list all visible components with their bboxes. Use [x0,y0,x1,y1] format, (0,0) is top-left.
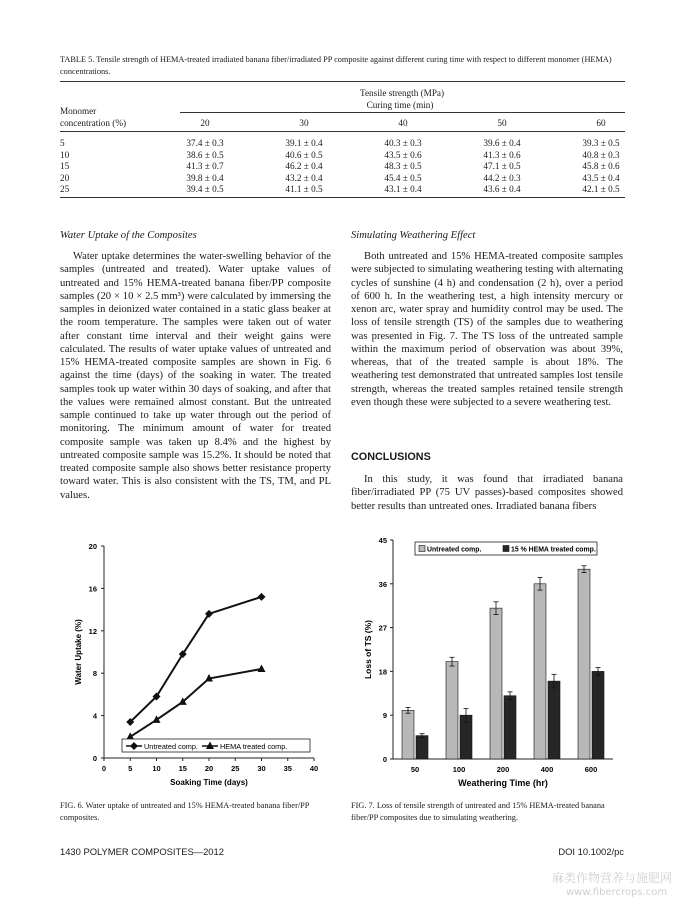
fig6-x-tick-label: 30 [257,764,266,773]
fig6-series-triangle-point [258,664,266,672]
fig7-y-axis-label: Loss of TS (%) [363,619,373,680]
fig6-x-tick-label: 25 [231,764,240,773]
fig6-y-tick-label: 0 [92,754,97,763]
fig7-bar-untreated [578,569,590,759]
table-cell: 39.1 ± 0.4 [285,138,323,148]
fig7-bar-untreated [446,662,458,759]
fig7-bar-treated [416,736,428,759]
table-cell: 46.2 ± 0.4 [285,161,323,172]
table-cell: 40.6 ± 0.5 [285,149,323,160]
footer-left: 1430 POLYMER COMPOSITES—2012 [60,846,224,857]
fig6-y-tick-label: 8 [92,669,97,679]
table-rule-bottom [60,197,625,198]
table-cell: 37.4 ± 0.3 [186,138,224,148]
fig7-bar-untreated [402,710,414,759]
table-col-header: 30 [299,118,309,128]
fig7-bar-untreated [534,584,546,759]
table-header-sub: Curing time (min) [366,100,434,110]
table-cell: 41.1 ± 0.5 [285,184,323,195]
fig6-x-axis-label: Soaking Time (days) [170,778,248,787]
table-row-label: 15 [60,161,70,172]
fig7-bar-chart [351,532,624,794]
fig6-series-diamond-line [130,597,261,722]
section-heading-water-uptake: Water Uptake of the Composites [60,230,197,241]
table-col-header: 60 [596,118,606,128]
table-cell: 43.1 ± 0.4 [384,184,422,195]
water-uptake-paragraph: Water uptake determines the water-swelling behavior of the samples (untreated and treated). Water uptake values of untreated and 15% HEMA-treated banana fiber/PP composite samples (20 × 10 × 2.5 mm³) were calculated by immersing the samples in deionized water contained in a static glass beaker at the room temperature. The samples were taken out of water after constant time interval and their weight gains were calculated. The results of water uptake values of untreated and 15% HEMA-treated composite samples are shown in Fig. 6 against the time (days) of the soaking in water. The treated samples took up water within 30 days of soaking, and after that the values were remained almost constant. But the untreated sample continued to take up water through out the period of monitoring. The minimum amount of water for treated composite sample was taken up 8.4% and the highest by untreated composite sample was 15.2%. It should be noted that treated composite sample also shows better resistance property toward water. This is also consistent with the TS, TM, and PL values. [60,251,331,501]
fig6-x-tick-label: 35 [283,764,292,773]
fig7-y-tick-label: 45 [378,536,387,545]
fig7-y-tick-label: 0 [382,755,387,764]
table-cell: 41.3 ± 0.7 [186,161,224,172]
fig6-x-tick-label: 40 [309,764,319,773]
table-cell: 43.5 ± 0.6 [384,149,422,160]
fig7-y-tick-label: 36 [378,579,387,589]
footer-right: DOI 10.1002/pc [558,846,624,857]
fig6-x-tick-label: 10 [152,764,161,773]
table-row-label: 20 [60,172,70,183]
fig7-y-tick-label: 27 [378,623,387,633]
watermark-title: 麻类作物营养与施肥网 [552,871,673,885]
watermark-url: www.fibercrops.com [566,887,668,898]
table-row-label: 5 [60,138,65,148]
fig6-legend-label: HEMA treated comp. [220,742,288,751]
fig7-bar-treated [592,671,604,759]
fig6-x-tick-label: 20 [204,764,214,773]
table-cell: 45.4 ± 0.5 [384,172,422,183]
fig6-legend-label: Untreated comp. [144,742,198,751]
section-heading-weathering: Simulating Weathering Effect [351,230,476,241]
table-row-header-2: concentration (%) [60,118,127,128]
fig6-y-tick-label: 16 [88,584,97,594]
table-cell: 47.1 ± 0.5 [483,161,521,172]
table-cell: 39.4 ± 0.5 [186,184,224,195]
fig6-x-tick-label: 0 [101,764,107,773]
table-cell: 41.3 ± 0.6 [483,149,521,160]
table-cell: 43.2 ± 0.4 [285,172,323,183]
fig6-y-tick-label: 20 [88,542,97,551]
table-cell: 39.8 ± 0.4 [186,172,224,183]
table-cell: 43.6 ± 0.4 [483,184,521,195]
table-cell: 45.8 ± 0.6 [582,161,620,172]
conclusions-paragraph: In this study, it was found that irradiated banana fiber/irradiated PP (75 UV passes)-based composites showed better results than untreated ones. Irradiated banana fibers [351,474,623,512]
fig7-y-tick-label: 18 [378,667,387,677]
fig7-x-axis-label: Weathering Time (hr) [458,778,548,788]
fig7-y-tick-label: 9 [382,711,387,721]
fig7-legend-label: Untreated comp. [427,546,482,554]
table-cell: 40.8 ± 0.3 [582,149,620,160]
table-col-header: 40 [398,118,408,128]
fig7-legend-swatch [419,546,425,552]
table-row-header-1: Monomer [60,106,97,116]
fig7-x-tick-label: 400 [540,765,554,774]
fig6-series-diamond-point [258,593,266,601]
table-cell: 39.3 ± 0.5 [582,138,620,148]
table-col-header: 20 [200,118,210,128]
fig7-legend-swatch [503,546,509,552]
fig7-x-tick-label: 100 [452,765,466,774]
table-row-label: 25 [60,184,70,195]
fig6-x-tick-label: 5 [128,764,133,773]
fig7-x-tick-label: 200 [496,765,510,774]
table-rule-header [60,131,625,132]
fig7-bar-untreated [490,608,502,759]
table-cell: 40.3 ± 0.3 [384,138,422,148]
table-header-top: Tensile strength (MPa) [360,88,445,98]
fig6-caption: FIG. 6. Water uptake of untreated and 15% HEMA-treated banana fiber/PP composites. [60,801,310,822]
table-cell: 39.6 ± 0.4 [483,138,521,148]
table-rule-top [60,81,625,82]
table-cell: 43.5 ± 0.4 [582,172,620,183]
fig7-caption: FIG. 7. Loss of tensile strength of untreated and 15% HEMA-treated banana fiber/PP composites due to simulating weathering. [351,801,605,822]
table-rule-mid [180,112,625,113]
fig6-line-chart [60,532,335,794]
table-cell: 44.2 ± 0.3 [483,172,521,183]
fig6-y-axis-label: Water Uptake (%) [74,619,83,685]
fig7-bar-treated [504,696,516,759]
table-col-header: 50 [497,118,507,128]
fig7-bar-treated [548,681,560,759]
conclusions-heading: CONCLUSIONS [351,451,431,463]
table-cell: 42.1 ± 0.5 [582,184,620,195]
weathering-paragraph: Both untreated and 15% HEMA-treated composite samples were subjected to simulating weathering testing with alternating cycles of sunshine (4 h) and condensation (2 h), over a period of 600 h. In the weathering test, a high intensity mercury or xenon arc, water spray and humidity control may be used. The loss of tensile strength (TS) of the samples due to weathering was presented in Fig. 7. The TS loss of the untreated sample within the maximum period of observation was about 39%, whereas, that of the treated sample is about 18%. The weathering test demonstrated that untreated samples lost tensile strength, whereas the treated samples retained tensile strength even though these were subjected to a severe weathering test. [351,251,623,408]
table-cell: 38.6 ± 0.5 [186,149,224,160]
fig7-x-tick-label: 50 [410,765,420,774]
fig6-y-tick-label: 4 [92,711,97,721]
fig7-x-tick-label: 600 [584,765,598,774]
table-cell: 48.3 ± 0.5 [384,161,422,172]
fig6-y-tick-label: 12 [88,626,97,636]
table-caption: TABLE 5. Tensile strength of HEMA-treated irradiated banana fiber/irradiated PP composite against different curing time with respect to different monomer (HEMA) concentrations. [60,55,612,76]
fig6-x-tick-label: 15 [178,764,187,773]
fig7-legend-label: 15 % HEMA treated comp. [511,546,596,554]
table-row-label: 10 [60,149,70,160]
